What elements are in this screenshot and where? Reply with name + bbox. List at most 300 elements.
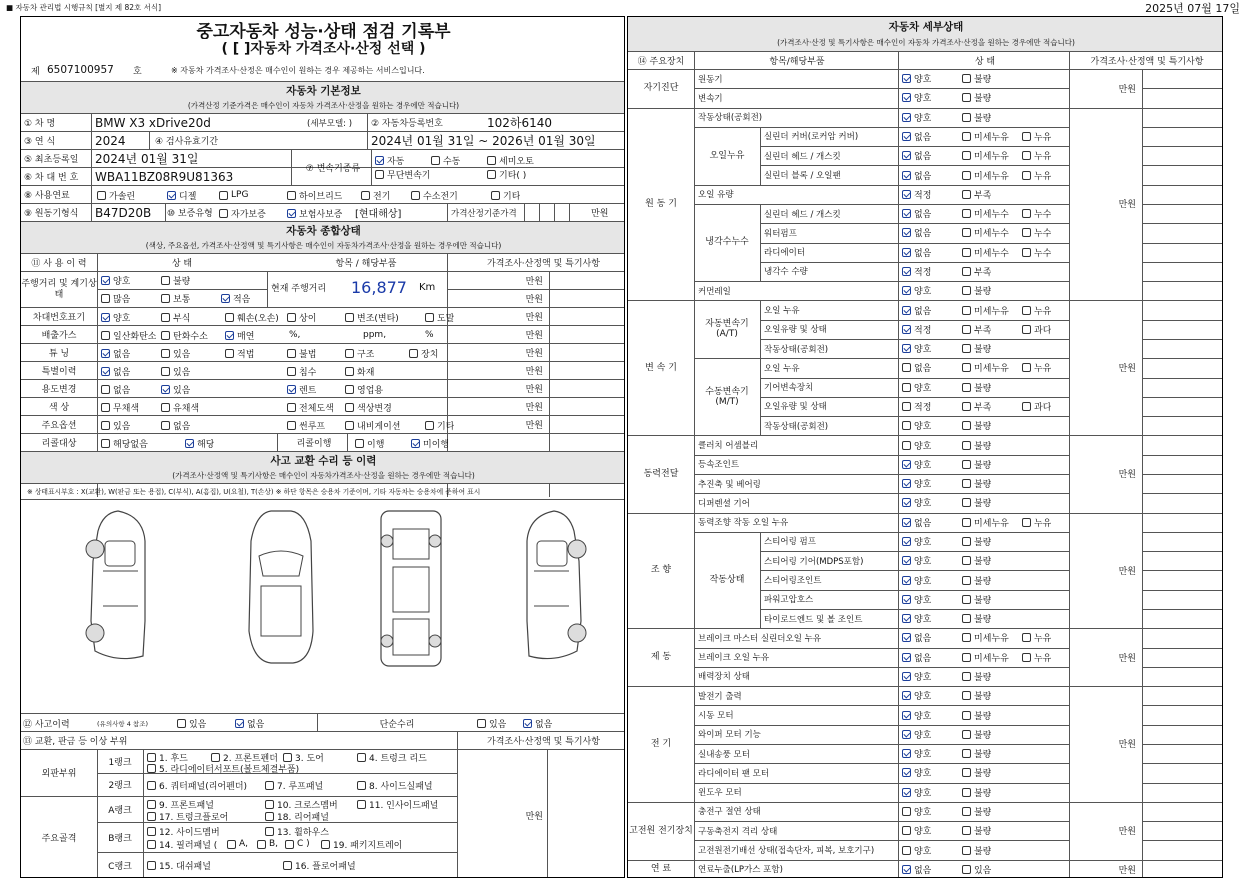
- trans-manual-checkbox[interactable]: [431, 156, 440, 165]
- state-3-0-0-label: 양호: [914, 441, 932, 452]
- tuning-opt-0-checkbox[interactable]: [101, 349, 110, 358]
- state-1-6-0-checkbox[interactable]: [902, 228, 911, 237]
- rule-line: [694, 474, 898, 475]
- tuning-opt-1-checkbox[interactable]: [161, 349, 170, 358]
- state-6-1-1-label: 불량: [974, 711, 992, 722]
- state-1-1-2-checkbox[interactable]: [1022, 132, 1031, 141]
- basic-info-sub: (가격산정 기준가격은 매수인이 자동차 가격조사·산정을 원하는 경우에만 적습니다): [187, 100, 460, 110]
- state-1-2-1-checkbox[interactable]: [962, 151, 971, 160]
- rule-line: [898, 262, 1069, 263]
- state-1-2-2-checkbox[interactable]: [1022, 151, 1031, 160]
- vinplate-opt-3-checkbox[interactable]: [287, 313, 296, 322]
- state-2-3-0-label: 없음: [914, 364, 932, 375]
- exhaust-opt-2-option: [225, 328, 254, 342]
- state-2-2-1-checkbox[interactable]: [962, 344, 971, 353]
- state-3-3-0-checkbox[interactable]: [902, 498, 911, 507]
- state-5-2-1-checkbox[interactable]: [962, 672, 971, 681]
- state-8-0-1-option: [962, 862, 991, 876]
- rankB-tray-checkbox[interactable]: [321, 840, 330, 849]
- state-1-6-2-checkbox[interactable]: [1022, 228, 1031, 237]
- state-2-1-1-checkbox[interactable]: [962, 325, 971, 334]
- usage-price-unit: 만원: [525, 385, 543, 395]
- state-4-5-1-checkbox[interactable]: [962, 614, 971, 623]
- state-5-1-1-checkbox[interactable]: [962, 653, 971, 662]
- state-5-0-2-option: [1022, 631, 1051, 645]
- state-6-0-1-checkbox[interactable]: [962, 691, 971, 700]
- rule-line: [694, 667, 898, 668]
- state-3-3-1-option: [962, 496, 991, 510]
- item-2-2-name: 작동상태(공회전): [764, 344, 829, 355]
- fuel-opt-4-label: 전기: [373, 191, 391, 202]
- state-0-1-0-option: [902, 91, 931, 105]
- rankC-part-1-checkbox[interactable]: [283, 861, 292, 870]
- state-4-2-1-checkbox[interactable]: [962, 556, 971, 565]
- vinplate-opt-0-checkbox[interactable]: [101, 313, 110, 322]
- state-4-0-0-checkbox[interactable]: [902, 518, 911, 527]
- state-4-0-1-checkbox[interactable]: [962, 518, 971, 527]
- trans-semi-label: 세미오토: [499, 156, 534, 167]
- state-7-2-1-option: [962, 843, 991, 857]
- mileage-high-checkbox[interactable]: [101, 294, 110, 303]
- state-2-1-0-checkbox[interactable]: [902, 325, 911, 334]
- special-opt-1-option: [161, 364, 190, 378]
- fuel-opt-1-checkbox[interactable]: [167, 191, 176, 200]
- state-7-1-1-checkbox[interactable]: [962, 826, 971, 835]
- rule-line: [694, 840, 898, 841]
- state-6-1-1-option: [962, 708, 991, 722]
- state-1-8-0-label: 적정: [914, 268, 932, 278]
- trans-semi-checkbox[interactable]: [487, 156, 496, 165]
- state-4-1-1-checkbox[interactable]: [962, 537, 971, 546]
- rule-line: [367, 131, 368, 149]
- state-5-2-0-checkbox[interactable]: [902, 672, 911, 681]
- state-1-0-0-checkbox[interactable]: [902, 113, 911, 122]
- state-4-2-0-checkbox[interactable]: [902, 556, 911, 565]
- usage-opt-0-checkbox[interactable]: [101, 385, 110, 394]
- state-3-2-0-option: [902, 477, 931, 491]
- state-5-0-1-option: [962, 631, 1009, 645]
- accident-yes-label: 있음: [189, 719, 207, 730]
- state-2-4-0-checkbox[interactable]: [902, 383, 911, 392]
- vinplate-opt-0-option: [101, 310, 130, 324]
- fuel-opt-5-checkbox[interactable]: [411, 191, 420, 200]
- rankA-part-1-checkbox[interactable]: [265, 800, 274, 809]
- rule-line: [898, 397, 1069, 398]
- recall-done-checkbox[interactable]: [355, 439, 364, 448]
- state-6-4-0-checkbox[interactable]: [902, 768, 911, 777]
- trans-cvt-checkbox[interactable]: [375, 170, 384, 179]
- state-6-2-1-checkbox[interactable]: [962, 730, 971, 739]
- rankA-part-2-checkbox[interactable]: [357, 800, 366, 809]
- rule-line: [760, 223, 898, 224]
- state-5-1-2-checkbox[interactable]: [1022, 653, 1031, 662]
- rankB-pillar-option: [147, 837, 217, 851]
- state-4-0-2-checkbox[interactable]: [1022, 518, 1031, 527]
- mileage-mid-checkbox[interactable]: [161, 294, 170, 303]
- special-opt-0-checkbox[interactable]: [101, 367, 110, 376]
- state-5-0-2-checkbox[interactable]: [1022, 633, 1031, 642]
- rank1-part-5-checkbox[interactable]: [147, 764, 156, 773]
- state-7-2-0-checkbox[interactable]: [902, 846, 911, 855]
- special-opt-2-checkbox[interactable]: [287, 367, 296, 376]
- state-1-1-1-checkbox[interactable]: [962, 132, 971, 141]
- state-3-0-1-checkbox[interactable]: [962, 441, 971, 450]
- reg-no-label: ② 자동차등록번호: [371, 119, 443, 129]
- state-1-6-1-checkbox[interactable]: [962, 228, 971, 237]
- state-5-0-0-checkbox[interactable]: [902, 633, 911, 642]
- state-1-0-1-checkbox[interactable]: [962, 113, 971, 122]
- state-6-1-1-checkbox[interactable]: [962, 711, 971, 720]
- item-1-5-group: 냉각수누수: [705, 237, 749, 248]
- state-4-0-1-option: [962, 515, 1009, 529]
- warranty-self-checkbox[interactable]: [219, 209, 228, 218]
- rule-line: [760, 127, 761, 185]
- state-1-3-0-checkbox[interactable]: [902, 171, 911, 180]
- state-2-3-0-checkbox[interactable]: [902, 363, 911, 372]
- state-6-5-1-option: [962, 785, 991, 799]
- state-6-0-0-checkbox[interactable]: [902, 691, 911, 700]
- rankA-part-1-label: 10. 크로스멤버: [277, 800, 338, 811]
- rankB-part-0-checkbox[interactable]: [147, 827, 156, 836]
- recall-none-label: 해당없음: [113, 439, 148, 450]
- vinplate-opt-4-checkbox[interactable]: [345, 313, 354, 322]
- rank2-part-0-checkbox[interactable]: [147, 781, 156, 790]
- rankB-pillar-opt-2-checkbox[interactable]: [285, 840, 294, 849]
- state-1-2-0-checkbox[interactable]: [902, 151, 911, 160]
- state-2-5-2-checkbox[interactable]: [1022, 402, 1031, 411]
- state-1-1-2-option: [1022, 130, 1051, 144]
- detail-h1: ⑭ 주요장치: [637, 57, 685, 67]
- exhaust-opt-0-checkbox[interactable]: [101, 331, 110, 340]
- state-6-3-1-checkbox[interactable]: [962, 749, 971, 758]
- system-6-price-unit: 만원: [1118, 740, 1136, 751]
- state-4-5-0-checkbox[interactable]: [902, 614, 911, 623]
- state-4-4-0-checkbox[interactable]: [902, 595, 911, 604]
- warranty-insurer-checkbox[interactable]: [287, 209, 296, 218]
- rank2-part-1-checkbox[interactable]: [265, 781, 274, 790]
- simple-yes-checkbox[interactable]: [477, 719, 486, 728]
- rankB-part-0-label: 12. 사이드멤버: [159, 827, 220, 838]
- trans-etc-option: [487, 167, 526, 181]
- special-opt-3-checkbox[interactable]: [345, 367, 354, 376]
- state-1-4-1-checkbox[interactable]: [962, 190, 971, 199]
- color-opt-3-checkbox[interactable]: [345, 403, 354, 412]
- state-1-7-1-checkbox[interactable]: [962, 248, 971, 257]
- options-opt-4-checkbox[interactable]: [425, 421, 434, 430]
- rankC-part-0-label: 15. 대쉬패널: [159, 861, 211, 872]
- state-3-2-1-option: [962, 477, 991, 491]
- item-1-6-name: 워터펌프: [764, 228, 797, 239]
- state-1-9-0-checkbox[interactable]: [902, 286, 911, 295]
- simple-no-checkbox[interactable]: [523, 719, 532, 728]
- fuel-opt-0-checkbox[interactable]: [97, 191, 106, 200]
- gauge-good-label: 양호: [113, 276, 131, 287]
- state-6-5-0-label: 양호: [914, 788, 932, 799]
- fuel-opt-4-checkbox[interactable]: [361, 191, 370, 200]
- valid-period-label: ④ 검사유효기간: [155, 137, 219, 147]
- color-opt-1-checkbox[interactable]: [161, 403, 170, 412]
- tuning-opt-4-checkbox[interactable]: [345, 349, 354, 358]
- state-3-0-0-checkbox[interactable]: [902, 441, 911, 450]
- rankA-part-0-checkbox[interactable]: [147, 800, 156, 809]
- rule-line: [898, 127, 1069, 128]
- special-opt-1-checkbox[interactable]: [161, 367, 170, 376]
- rule-line: [898, 590, 1069, 591]
- state-2-3-2-checkbox[interactable]: [1022, 363, 1031, 372]
- state-6-5-1-checkbox[interactable]: [962, 788, 971, 797]
- state-0-0-0-checkbox[interactable]: [902, 74, 911, 83]
- overall-h1: ⑪ 사 용 이 력: [31, 259, 87, 269]
- state-6-3-0-checkbox[interactable]: [902, 749, 911, 758]
- recall-perf-label: 리콜이행: [296, 439, 332, 449]
- state-2-3-1-checkbox[interactable]: [962, 363, 971, 372]
- rankA-part2-1-label: 18. 리어패널: [277, 812, 329, 823]
- state-4-3-1-label: 불량: [974, 576, 992, 587]
- state-1-1-0-checkbox[interactable]: [902, 132, 911, 141]
- state-7-1-0-checkbox[interactable]: [902, 826, 911, 835]
- tuning-opt-2-checkbox[interactable]: [225, 349, 234, 358]
- tuning-opt-3-checkbox[interactable]: [287, 349, 296, 358]
- state-2-1-1-label: 부족: [974, 325, 992, 336]
- fuel-opt-0-option: [97, 188, 135, 202]
- recall-none-checkbox[interactable]: [101, 439, 110, 448]
- state-3-0-1-label: 불량: [974, 441, 992, 452]
- state-2-6-1-checkbox[interactable]: [962, 421, 971, 430]
- state-2-0-0-checkbox[interactable]: [902, 306, 911, 315]
- state-1-7-0-checkbox[interactable]: [902, 248, 911, 257]
- mileage-low-checkbox[interactable]: [221, 294, 230, 303]
- exhaust-pct1: %,: [289, 329, 301, 340]
- item-1-4-name: 오일 유량: [698, 190, 734, 201]
- fuel-opt-6-checkbox[interactable]: [491, 191, 500, 200]
- state-1-8-1-checkbox[interactable]: [962, 267, 971, 276]
- rule-line: [267, 271, 268, 307]
- rankB-pillar-opt-1-option: [257, 837, 278, 851]
- state-7-1-1-label: 불량: [974, 827, 992, 838]
- rankB-part-1-checkbox[interactable]: [265, 827, 274, 836]
- swap-price-label: 가격조사·산정액 및 특기사항: [487, 737, 600, 747]
- state-2-0-0-option: [902, 303, 931, 317]
- item-3-1-name: 등속조인트: [698, 460, 740, 471]
- state-2-3-0-option: [902, 361, 931, 375]
- state-5-0-1-checkbox[interactable]: [962, 633, 971, 642]
- rank1-part-3-checkbox[interactable]: [357, 753, 366, 762]
- state-6-4-1-checkbox[interactable]: [962, 768, 971, 777]
- rule-line: [1142, 223, 1223, 224]
- trans-auto-checkbox[interactable]: [375, 156, 384, 165]
- rule-line: [1142, 532, 1223, 533]
- state-1-4-0-option: [902, 187, 931, 201]
- state-3-2-0-checkbox[interactable]: [902, 479, 911, 488]
- state-7-0-0-checkbox[interactable]: [902, 807, 911, 816]
- options-opt-1-checkbox[interactable]: [161, 421, 170, 430]
- rule-line: [1142, 262, 1223, 263]
- rule-line: [1142, 551, 1223, 552]
- state-0-1-0-checkbox[interactable]: [902, 93, 911, 102]
- options-opt-0-checkbox[interactable]: [101, 421, 110, 430]
- state-2-5-0-checkbox[interactable]: [902, 402, 911, 411]
- state-2-0-1-checkbox[interactable]: [962, 306, 971, 315]
- gauge-good-option: [101, 273, 130, 287]
- state-1-4-0-checkbox[interactable]: [902, 190, 911, 199]
- form-no-value: 6507100957: [47, 64, 114, 76]
- state-5-0-0-option: [902, 631, 931, 645]
- car-diagram: [21, 501, 625, 671]
- state-5-1-0-checkbox[interactable]: [902, 653, 911, 662]
- state-1-7-2-checkbox[interactable]: [1022, 248, 1031, 257]
- state-6-4-1-option: [962, 766, 991, 780]
- recall-notdone-checkbox[interactable]: [411, 439, 420, 448]
- rankA-part2-1-checkbox[interactable]: [265, 812, 274, 821]
- tuning-opt-5-checkbox[interactable]: [409, 349, 418, 358]
- state-2-0-2-checkbox[interactable]: [1022, 306, 1031, 315]
- rule-line: [524, 203, 525, 221]
- state-2-1-2-option: [1022, 322, 1051, 336]
- usage-opt-2-option: [287, 382, 316, 396]
- state-1-5-1-checkbox[interactable]: [962, 209, 971, 218]
- fuel-opt-2-checkbox[interactable]: [219, 191, 228, 200]
- state-2-4-1-checkbox[interactable]: [962, 383, 971, 392]
- state-1-0-1-label: 불량: [974, 113, 992, 124]
- state-4-4-1-checkbox[interactable]: [962, 595, 971, 604]
- state-3-3-1-checkbox[interactable]: [962, 498, 971, 507]
- rank2-label: 2랭크: [108, 781, 132, 791]
- state-8-0-1-checkbox[interactable]: [962, 865, 971, 874]
- trans-etc-checkbox[interactable]: [487, 170, 496, 179]
- state-6-5-0-checkbox[interactable]: [902, 788, 911, 797]
- mileage-high-option: [101, 291, 130, 305]
- state-1-9-1-checkbox[interactable]: [962, 286, 971, 295]
- rankC-part-0-checkbox[interactable]: [147, 861, 156, 870]
- state-2-2-0-checkbox[interactable]: [902, 344, 911, 353]
- state-0-1-1-checkbox[interactable]: [962, 93, 971, 102]
- accident-yes-checkbox[interactable]: [177, 719, 186, 728]
- rankB-pillar-opt-1-checkbox[interactable]: [257, 840, 266, 849]
- item-3-2-name: 추진축 및 베어링: [698, 479, 761, 490]
- state-6-3-1-label: 불량: [974, 750, 992, 761]
- usage-opt-1-checkbox[interactable]: [161, 385, 170, 394]
- rankB-pillar-opt-0-checkbox[interactable]: [227, 840, 236, 849]
- state-1-3-2-checkbox[interactable]: [1022, 171, 1031, 180]
- rule-line: [760, 551, 898, 552]
- fuel-opt-5-option: [411, 188, 458, 202]
- state-3-1-0-label: 양호: [914, 460, 932, 471]
- accident-no-option: [235, 716, 264, 730]
- gauge-good-checkbox[interactable]: [101, 276, 110, 285]
- rule-line: [898, 570, 1069, 571]
- rule-line: [1142, 127, 1223, 128]
- detail-title: 자동차 세부상태: [888, 21, 964, 33]
- state-3-1-0-checkbox[interactable]: [902, 460, 911, 469]
- vinplate-opt-5-checkbox[interactable]: [425, 313, 434, 322]
- state-1-6-1-label: 미세누수: [974, 229, 1009, 240]
- state-6-1-0-option: [902, 708, 931, 722]
- color-opt-2-checkbox[interactable]: [287, 403, 296, 412]
- vinplate-opt-2-checkbox[interactable]: [225, 313, 234, 322]
- state-1-3-1-checkbox[interactable]: [962, 171, 971, 180]
- color-opt-0-checkbox[interactable]: [101, 403, 110, 412]
- state-2-5-1-checkbox[interactable]: [962, 402, 971, 411]
- state-2-1-2-checkbox[interactable]: [1022, 325, 1031, 334]
- usage-opt-3-checkbox[interactable]: [345, 385, 354, 394]
- tuning-opt-5-option: [409, 346, 438, 360]
- rule-line: [1142, 397, 1223, 398]
- rule-line: [547, 749, 548, 878]
- rankA-part2-0-checkbox[interactable]: [147, 812, 156, 821]
- state-1-5-1-option: [962, 207, 1009, 221]
- state-2-3-1-option: [962, 361, 1009, 375]
- usage-opt-2-checkbox[interactable]: [287, 385, 296, 394]
- state-7-0-1-checkbox[interactable]: [962, 807, 971, 816]
- state-5-0-1-label: 미세누유: [974, 634, 1009, 645]
- rankB-pillar-checkbox[interactable]: [147, 840, 156, 849]
- gauge-bad-checkbox[interactable]: [161, 276, 170, 285]
- insurer-name: [현대해상]: [355, 209, 402, 220]
- state-4-3-0-checkbox[interactable]: [902, 576, 911, 585]
- rule-line: [760, 570, 898, 571]
- state-1-5-2-option: [1022, 207, 1051, 221]
- form-subtitle: ( [ ]자동차 가격조사·산정 선택 ): [221, 41, 426, 57]
- item-4-4-name: 파워고압호스: [764, 595, 814, 606]
- color-label: 색 상: [48, 403, 70, 413]
- usage-opt-1-label: 있음: [173, 385, 191, 396]
- overall-h4: 가격조사·산정액 및 특기사항: [487, 259, 600, 269]
- state-3-2-1-checkbox[interactable]: [962, 479, 971, 488]
- options-opt-2-checkbox[interactable]: [287, 421, 296, 430]
- exhaust-opt-2-checkbox[interactable]: [225, 331, 234, 340]
- state-2-4-0-label: 양호: [914, 383, 932, 394]
- rankA-part-2-label: 11. 인사이드패널: [369, 800, 439, 811]
- item-6-2-name: 와이퍼 모터 기능: [698, 730, 761, 741]
- vinplate-opt-1-checkbox[interactable]: [161, 313, 170, 322]
- tuning-opt-2-option: [225, 346, 254, 360]
- state-8-0-0-checkbox[interactable]: [902, 865, 911, 874]
- state-1-5-0-checkbox[interactable]: [902, 209, 911, 218]
- simple-repair-label: 단순수리: [379, 719, 415, 730]
- state-6-0-0-option: [902, 689, 931, 703]
- state-7-1-0-label: 양호: [914, 827, 932, 838]
- recall-notdone-option: [411, 436, 449, 450]
- state-2-6-0-checkbox[interactable]: [902, 421, 911, 430]
- state-2-1-0-option: [902, 322, 931, 336]
- state-1-6-2-label: 누수: [1034, 229, 1052, 240]
- rule-line: [898, 648, 1069, 649]
- rule-line: [91, 113, 92, 239]
- state-0-0-1-checkbox[interactable]: [962, 74, 971, 83]
- state-7-2-1-checkbox[interactable]: [962, 846, 971, 855]
- state-4-1-0-checkbox[interactable]: [902, 537, 911, 546]
- state-1-8-0-checkbox[interactable]: [902, 267, 911, 276]
- state-1-5-2-checkbox[interactable]: [1022, 209, 1031, 218]
- accident-no-checkbox[interactable]: [235, 719, 244, 728]
- state-3-1-1-checkbox[interactable]: [962, 460, 971, 469]
- exhaust-opt-1-checkbox[interactable]: [161, 331, 170, 340]
- state-6-1-0-checkbox[interactable]: [902, 711, 911, 720]
- rank2-part-2-checkbox[interactable]: [357, 781, 366, 790]
- recall-yes-checkbox[interactable]: [185, 439, 194, 448]
- main-frame-label: 주요골격: [41, 834, 77, 844]
- state-6-2-0-checkbox[interactable]: [902, 730, 911, 739]
- vinplate-opt-4-label: 변조(변타): [357, 313, 399, 324]
- options-opt-3-checkbox[interactable]: [345, 421, 354, 430]
- state-1-9-0-label: 양호: [914, 287, 932, 298]
- exhaust-opt-1-label: 탄화수소: [173, 331, 208, 342]
- overall-h3: 항목 / 해당부품: [335, 259, 397, 269]
- state-4-3-1-checkbox[interactable]: [962, 576, 971, 585]
- rule-line: [1142, 320, 1223, 321]
- fuel-opt-3-checkbox[interactable]: [287, 191, 296, 200]
- state-1-7-0-label: 없음: [914, 248, 932, 259]
